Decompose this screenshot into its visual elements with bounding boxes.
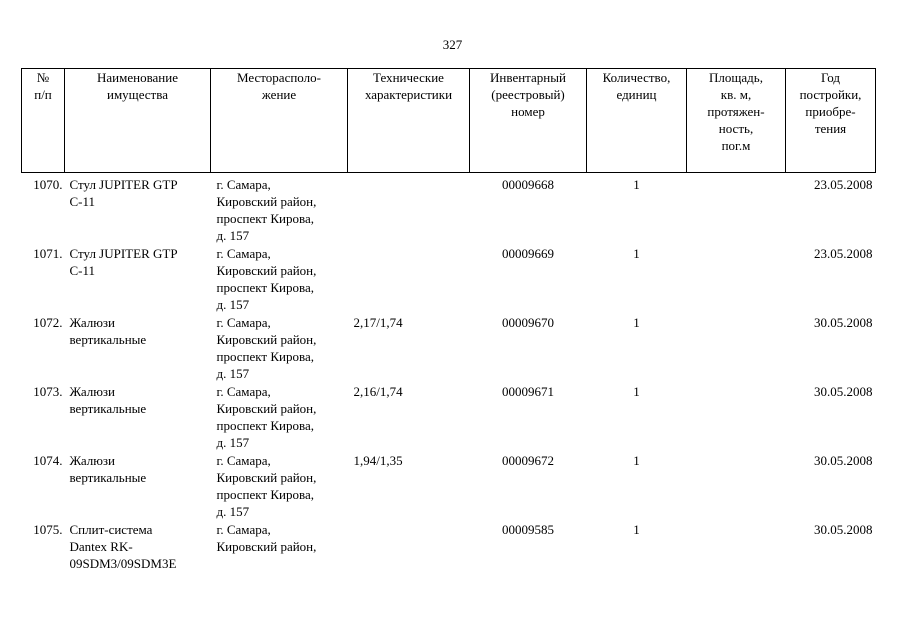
text-line: г. Самара, xyxy=(216,177,271,192)
cell-quantity: 1 xyxy=(633,453,640,468)
cell-name xyxy=(65,314,211,383)
cell-quantity: 1 xyxy=(633,384,640,399)
cell-quantity: 1 xyxy=(633,315,640,330)
cell-num: 1074. xyxy=(33,453,63,468)
text-line: г. Самара, xyxy=(216,384,271,399)
cell-inventory: 00009585 xyxy=(502,522,554,537)
text-line: проспект Кирова, xyxy=(216,487,314,502)
cell-tech: 1,94/1,35 xyxy=(353,453,403,468)
cell-inventory: 00009670 xyxy=(502,315,554,330)
header-quantity xyxy=(587,69,687,173)
text-line: Количество, xyxy=(602,70,671,85)
cell-date: 23.05.2008 xyxy=(814,246,873,261)
cell-location xyxy=(211,452,348,521)
text-line: Технические xyxy=(373,70,444,85)
cell-tech: 2,17/1,74 xyxy=(353,315,403,330)
header-inventory xyxy=(470,69,587,173)
text-line: ность, xyxy=(718,121,754,136)
text-line: Стул JUPITER GTP xyxy=(69,246,178,261)
cell-num: 1075. xyxy=(33,522,63,537)
table-row xyxy=(22,245,876,314)
text-line: д. 157 xyxy=(216,228,250,243)
text-line: Кировский район, xyxy=(216,539,317,554)
cell-date: 30.05.2008 xyxy=(814,384,873,399)
cell-name xyxy=(65,452,211,521)
cell-num: 1072. xyxy=(33,315,63,330)
cell-num: 1071. xyxy=(33,246,63,261)
text-line: протяжен- xyxy=(707,104,765,119)
cell-location xyxy=(211,383,348,452)
cell-inventory: 00009671 xyxy=(502,384,554,399)
text-line: Кировский район, xyxy=(216,194,317,209)
property-table xyxy=(21,68,876,590)
text-line: Месторасполо- xyxy=(237,70,321,85)
text-line: г. Самара, xyxy=(216,453,271,468)
header-area xyxy=(687,69,786,173)
cell-area xyxy=(687,521,786,590)
text-line: г. Самара, xyxy=(216,315,271,330)
text-line: вертикальные xyxy=(69,470,147,485)
cell-name xyxy=(65,245,211,314)
text-line: Наименование xyxy=(97,70,178,85)
cell-location xyxy=(211,245,348,314)
cell-location xyxy=(211,314,348,383)
text-line: 09SDM3/09SDM3E xyxy=(69,556,177,571)
cell-area xyxy=(687,452,786,521)
text-line: д. 157 xyxy=(216,366,250,381)
table-row xyxy=(22,314,876,383)
cell-location xyxy=(211,521,348,590)
text-line: вертикальные xyxy=(69,332,147,347)
cell-num: 1070. xyxy=(33,177,63,192)
text-line: пог.м xyxy=(721,138,751,153)
text-line: приобре- xyxy=(805,104,856,119)
text-line: номер xyxy=(511,104,545,119)
text-line: Сплит-система xyxy=(69,522,153,537)
text-line: Площадь, xyxy=(709,70,763,85)
header-tech xyxy=(348,69,470,173)
cell-tech xyxy=(348,521,470,590)
cell-date: 30.05.2008 xyxy=(814,522,873,537)
text-line: д. 157 xyxy=(216,435,250,450)
cell-name xyxy=(65,173,211,246)
text-line: № xyxy=(36,70,50,85)
cell-quantity: 1 xyxy=(633,522,640,537)
text-line: Кировский район, xyxy=(216,332,317,347)
cell-quantity: 1 xyxy=(633,246,640,261)
cell-date: 30.05.2008 xyxy=(814,453,873,468)
text-line: Жалюзи xyxy=(69,453,115,468)
text-line: постройки, xyxy=(799,87,862,102)
header-location xyxy=(211,69,348,173)
text-line: Жалюзи xyxy=(69,315,115,330)
text-line: проспект Кирова, xyxy=(216,349,314,364)
text-line: тения xyxy=(814,121,847,136)
cell-tech: 2,16/1,74 xyxy=(353,384,403,399)
text-line: Кировский район, xyxy=(216,263,317,278)
header-year xyxy=(786,69,876,173)
page-number: 327 xyxy=(442,37,463,52)
cell-inventory: 00009672 xyxy=(502,453,554,468)
cell-quantity: 1 xyxy=(633,177,640,192)
text-line: Год xyxy=(820,70,841,85)
text-line: жение xyxy=(261,87,297,102)
text-line: C-11 xyxy=(69,194,96,209)
cell-date: 30.05.2008 xyxy=(814,315,873,330)
text-line: C-11 xyxy=(69,263,96,278)
text-line: характеристики xyxy=(364,87,453,102)
text-line: проспект Кирова, xyxy=(216,418,314,433)
cell-area xyxy=(687,383,786,452)
text-line: проспект Кирова, xyxy=(216,280,314,295)
header-name xyxy=(65,69,211,173)
text-line: п/п xyxy=(34,87,52,102)
cell-date: 23.05.2008 xyxy=(814,177,873,192)
cell-area xyxy=(687,173,786,246)
table-row xyxy=(22,521,876,590)
text-line: д. 157 xyxy=(216,504,250,519)
table-body xyxy=(22,173,876,591)
text-line: г. Самара, xyxy=(216,246,271,261)
text-line: Жалюзи xyxy=(69,384,115,399)
text-line: Стул JUPITER GTP xyxy=(69,177,178,192)
table-row xyxy=(22,383,876,452)
text-line: кв. м, xyxy=(720,87,752,102)
text-line: д. 157 xyxy=(216,297,250,312)
cell-inventory: 00009668 xyxy=(502,177,554,192)
cell-tech xyxy=(348,245,470,314)
table-header-row xyxy=(22,69,876,173)
text-line: Кировский район, xyxy=(216,401,317,416)
cell-area xyxy=(687,314,786,383)
cell-area xyxy=(687,245,786,314)
cell-inventory: 00009669 xyxy=(502,246,554,261)
cell-num: 1073. xyxy=(33,384,63,399)
text-line: проспект Кирова, xyxy=(216,211,314,226)
table-row xyxy=(22,452,876,521)
text-line: Кировский район, xyxy=(216,470,317,485)
text-line: (реестровый) xyxy=(491,87,565,102)
text-line: единиц xyxy=(616,87,657,102)
text-line: вертикальные xyxy=(69,401,147,416)
table-row xyxy=(22,173,876,246)
text-line: Инвентарный xyxy=(490,70,566,85)
header-num xyxy=(22,69,65,173)
cell-name xyxy=(65,521,211,590)
cell-name xyxy=(65,383,211,452)
cell-location xyxy=(211,173,348,246)
text-line: имущества xyxy=(107,87,168,102)
text-line: г. Самара, xyxy=(216,522,271,537)
text-line: Dantex RK- xyxy=(69,539,133,554)
cell-tech xyxy=(348,173,470,246)
